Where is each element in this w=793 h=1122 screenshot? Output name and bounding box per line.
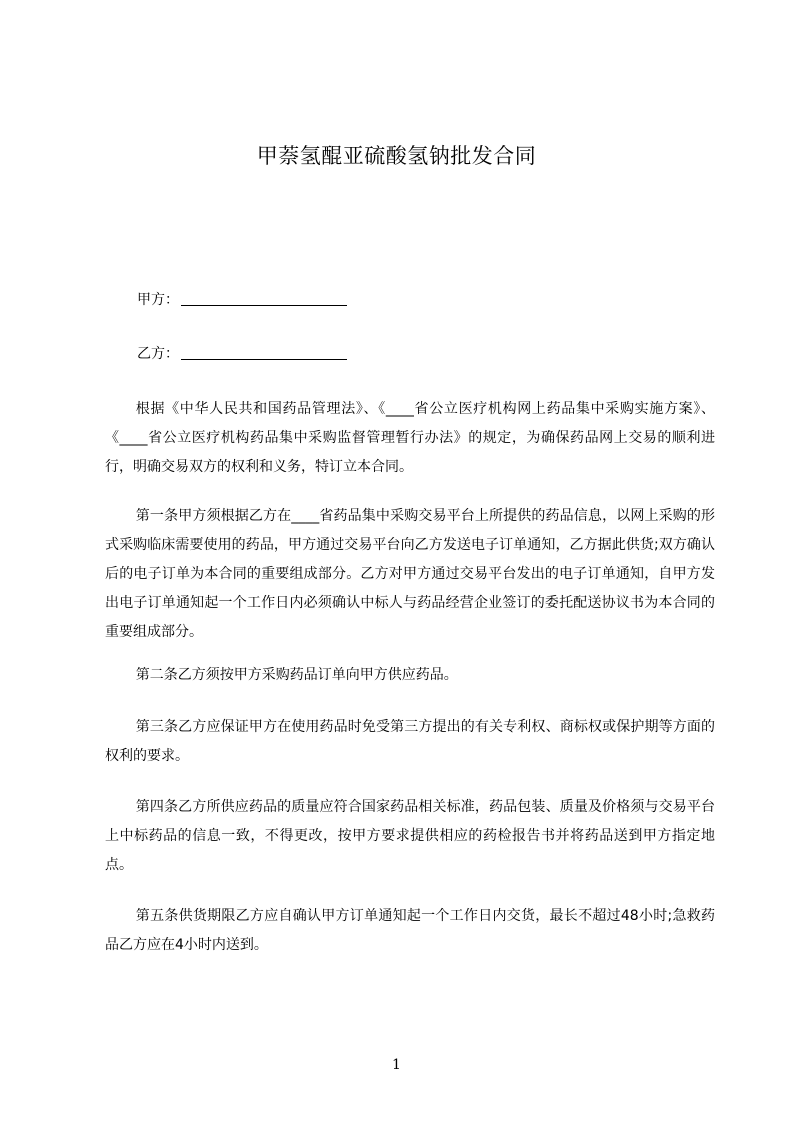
party-a-label: 甲方： [137,292,179,308]
article-1-paragraph: 第一条甲方须根据乙方在____省药品集中采购交易平台上所提供的药品信息，以网上采购的形式采购临床需要使用的药品，甲方通过交易平台向乙方发送电子订单通知，乙方据此供货;双方确认后的电子订单为本合同的重要组成部分。乙方对甲方通过交易平台发出的电子订单通知，自甲方发出电子订单通知起一个工作日内必须确认中标人与药品经营企业签订的委托配送协议书为本合同的重要组成部分。 [105,508,715,640]
party-b-blank [181,345,347,360]
article-5-paragraph: 第五条供货期限乙方应自确认甲方订单通知起一个工作日内交货，最长不超过48小时;急救药品乙方应在4小时内送到。 [105,908,715,953]
page-number: 1 [392,1057,401,1073]
party-b-label: 乙方： [137,346,179,362]
preamble-paragraph: 根据《中华人民共和国药品管理法》、《____省公立医疗机构网上药品集中采购实施方案》、《____省公立医疗机构药品集中采购监督管理暂行办法》的规定，为确保药品网上交易的顺利进行，明确交易双方的权利和义务，特订立本合同。 [105,401,715,475]
contract-title: 甲萘氢醌亚硫酸氢钠批发合同 [256,144,537,168]
party-a-blank [181,291,347,306]
article-4-paragraph: 第四条乙方所供应药品的质量应符合国家药品相关标准，药品包装、质量及价格须与交易平台上中标药品的信息一致，不得更改，按甲方要求提供相应的药检报告书并将药品送到甲方指定地点。 [105,799,715,873]
article-2-paragraph: 第二条乙方须按甲方采购药品订单向甲方供应药品。 [135,667,458,683]
party-b-line [137,344,347,364]
article-3-paragraph: 第三条乙方应保证甲方在使用药品时免受第三方提出的有关专利权、商标权或保护期等方面的权利的要求。 [105,719,715,764]
party-a-line [137,290,347,310]
